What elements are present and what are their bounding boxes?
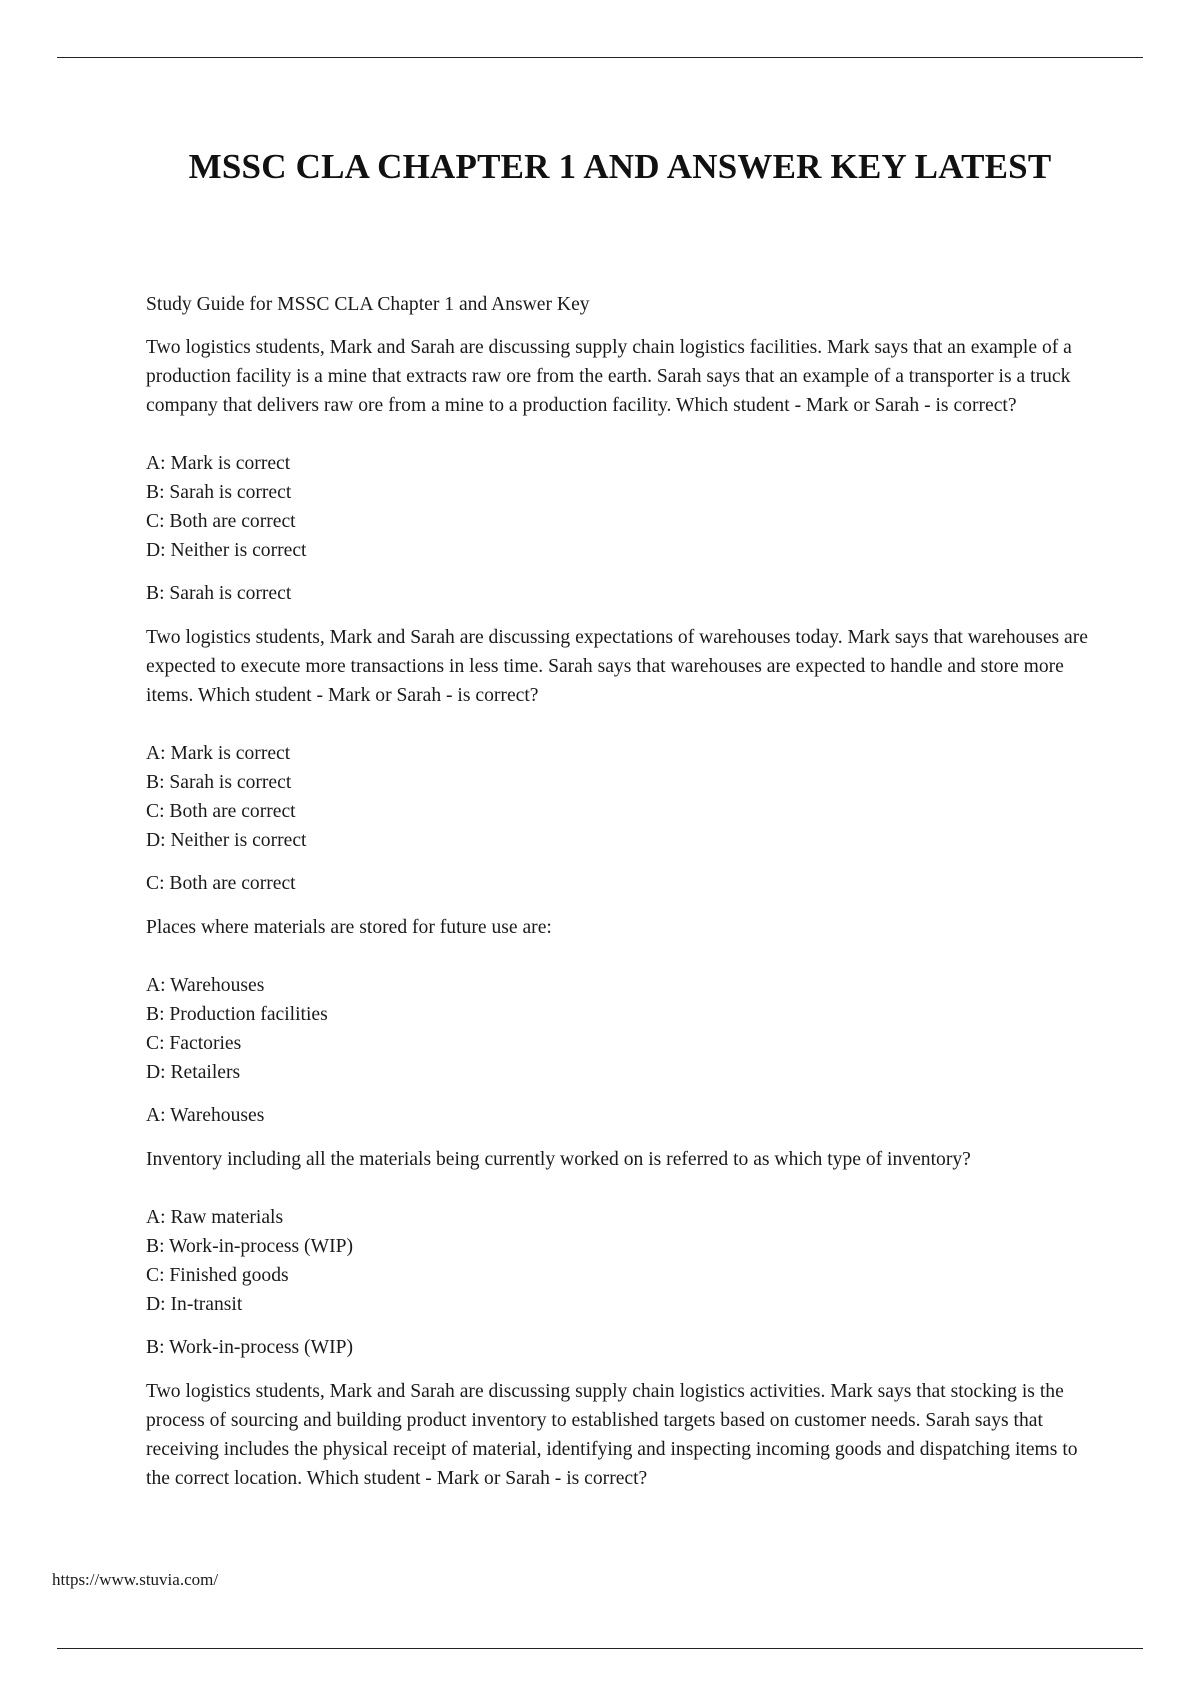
- option-item: C: Both are correct: [146, 511, 296, 532]
- question-text: Two logistics students, Mark and Sarah are discussing expectations of warehouses today. Mark says that warehouses are expected to execute more transactions in less time. Sarah says that warehouses are expected to handle and store more items. Which student - Mark or Sarah - is correct?: [146, 627, 1088, 706]
- top-rule: [57, 57, 1143, 58]
- options-list: [146, 739, 1096, 855]
- subtitle: Study Guide for MSSC CLA Chapter 1 and Answer Key: [146, 294, 590, 315]
- answer-text: B: Work-in-process (WIP): [146, 1337, 354, 1358]
- options-list: [146, 1203, 1096, 1319]
- option-item: A: Warehouses: [146, 975, 265, 996]
- option-item: A: Mark is correct: [146, 453, 291, 474]
- option-item: C: Factories: [146, 1033, 242, 1054]
- option-item: D: Retailers: [146, 1062, 241, 1083]
- option-item: C: Finished goods: [146, 1265, 289, 1286]
- option-item: B: Sarah is correct: [146, 772, 292, 793]
- footer-url-link[interactable]: https://www.stuvia.com/: [52, 1570, 219, 1589]
- option-item: B: Work-in-process (WIP): [146, 1236, 354, 1257]
- option-item: D: Neither is correct: [146, 830, 307, 851]
- answer-text: B: Sarah is correct: [146, 583, 292, 604]
- page-title: MSSC CLA CHAPTER 1 AND ANSWER KEY LATEST: [188, 147, 1052, 186]
- options-list: [146, 449, 1096, 565]
- option-item: B: Production facilities: [146, 1004, 328, 1025]
- question-text: Two logistics students, Mark and Sarah are discussing supply chain logistics activities. Mark says that stocking is the process of sourcing and building product inventory to established targets based on customer needs. Sarah says that receiving includes the physical receipt of material, identifying and inspecting incoming goods and dispatching items to the correct location. Which student - Mark or Sarah - is correct?: [146, 1381, 1078, 1489]
- option-item: A: Mark is correct: [146, 743, 291, 764]
- bottom-rule: [57, 1648, 1143, 1649]
- option-item: C: Both are correct: [146, 801, 296, 822]
- option-item: A: Raw materials: [146, 1207, 284, 1228]
- document-body: [146, 290, 1096, 1522]
- question-text: Two logistics students, Mark and Sarah are discussing supply chain logistics facilities. Mark says that an example of a production facility is a mine that extracts raw ore from the earth. Sarah says that an example of a transporter is a truck company that delivers raw ore from a mine to a production facility. Which student - Mark or Sarah - is correct?: [146, 337, 1072, 416]
- option-item: B: Sarah is correct: [146, 482, 292, 503]
- option-item: D: Neither is correct: [146, 540, 307, 561]
- question-text: Inventory including all the materials being currently worked on is referred to as which type of inventory?: [146, 1149, 971, 1170]
- options-list: [146, 971, 1096, 1087]
- question-text: Places where materials are stored for future use are:: [146, 917, 552, 938]
- option-item: D: In-transit: [146, 1294, 243, 1315]
- answer-text: C: Both are correct: [146, 873, 296, 894]
- answer-text: A: Warehouses: [146, 1105, 265, 1126]
